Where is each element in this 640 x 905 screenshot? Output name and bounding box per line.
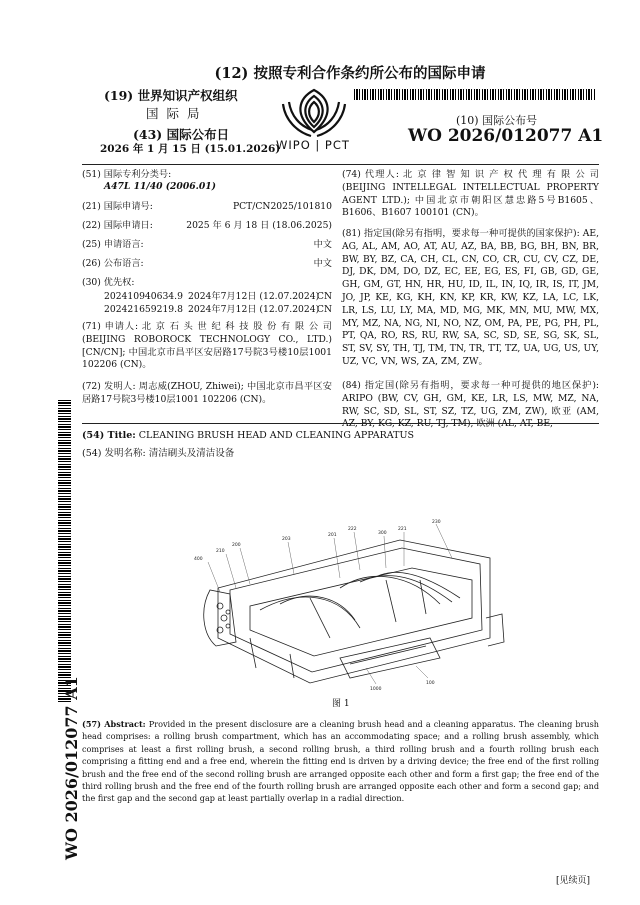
field-26-label: (26) 公布语言:: [82, 258, 144, 269]
priority-1-country: CN: [316, 291, 332, 302]
biblio-divider: [82, 423, 599, 424]
title-english-label: (54) Title:: [82, 430, 136, 441]
field-22-label: (22) 国际申请日:: [82, 220, 153, 231]
figure-ref-8: 221: [398, 527, 407, 532]
field-25-label: (25) 申请语言:: [82, 239, 144, 250]
title-chinese-label: (54) 发明名称:: [82, 448, 146, 459]
field-30-label: (30) 优先权:: [82, 277, 135, 288]
bureau-name: 国 际 局: [146, 106, 202, 121]
title-chinese: 清洁刷头及清洁设备: [148, 448, 235, 459]
figure-ref-2: 210: [216, 549, 225, 554]
organization-name: (19) 世界知识产权组织: [104, 88, 238, 103]
field-21-label: (21) 国际申请号:: [82, 201, 153, 212]
abstract-paragraph: [82, 718, 599, 805]
figure-ref-3: 200: [232, 543, 241, 548]
title-chinese-row: [82, 448, 599, 461]
field-51-label: (51) 国际专利分类号:: [82, 169, 172, 180]
header-divider: [82, 164, 599, 165]
wipo-logo-text: WIPO | PCT: [276, 138, 350, 152]
title-english-row: [82, 430, 599, 443]
side-barcode-image: [58, 400, 71, 703]
brush-head-figure: [190, 518, 510, 693]
priority-2-country: CN: [316, 304, 332, 315]
field-72-inventor: (72) 发明人: 周志威(ZHOU, Zhiwei); 中国北京市昌平区安居路17号院3号楼10层1001 102206 (CN)。: [82, 381, 332, 405]
figure-ref-7: 300: [378, 531, 387, 536]
field-51-value: A47L 11/40 (2006.01): [104, 181, 216, 192]
figure-ref-11: 1000: [370, 687, 382, 692]
figure-ref-10: 100: [426, 681, 435, 686]
publication-number: WO 2026/012077 A1: [408, 126, 604, 146]
field-84-regional-states: (84) 指定国(除另有指明，要求每一种可提供的地区保护): ARIPO (BW, CV, GH, GM, KE, LR, LS, MW, MZ, NA, RW, SC, SD, SL, ST, SZ, TZ, UG, ZM, ZW), 欧亚 (AM, AZ, BY, KG, KZ, RU, TJ, TM), 欧洲 (AL, AT, BE,: [342, 380, 599, 430]
figure-caption: 图 1: [332, 699, 350, 709]
publication-date: 2026 年 1 月 15 日 (15.01.2026): [100, 143, 281, 155]
abstract-text: Provided in the present disclosure are a cleaning brush head and a cleaning apparatus. The cleaning brush head comprises: a rolling brush compartment, which has an accommodating space; and a rolling brush assembly, which comprises at least a first rolling brush, a second rolling brush, a third rolling brush and a fourth rolling brush each comprising a fitting end and a free end, wherein the fitting end is driven by a driving device; the free end of the first rolling brush and the free end of the second rolling brush are arranged opposite each other and form a first gap; the free end of the third rolling brush and the free end of the fourth rolling brush are arranged opposite each other and form a second gap; and the first gap and the second gap at least partially overlap in a radial direction.: [82, 719, 599, 804]
field-21-value: PCT/CN2025/101810: [232, 201, 332, 212]
publication-date-label: (43) 国际公布日: [133, 127, 230, 142]
publication-number-label: (10) 国际公布号: [456, 114, 538, 127]
side-publication-number: WO 2026/012077 A1: [62, 676, 81, 860]
barcode-image: [354, 89, 596, 100]
field-26-value: 中文: [313, 258, 332, 269]
priority-1-number: 202410940634.9: [104, 291, 183, 302]
title-english: CLEANING BRUSH HEAD AND CLEANING APPARATUS: [138, 430, 414, 441]
abstract-label: (57) Abstract:: [82, 719, 146, 729]
field-81-designated-states: (81) 指定国(除另有指明，要求每一种可提供的国家保护): AE, AG, AL, AM, AO, AT, AU, AZ, BA, BB, BG, BH, BN, BR, BW, BY, BZ, CA, CH, CL, CN, CO, CR, CU, CV, CZ, DE, DJ, DK, DM, DO, DZ, EC, EE, EG, ES, FI, GB, GD, GE, GH, GM, GT, HN, HR, HU, ID, IL, IN, IQ, IR, IS, IT, JM, JO, JP, KE, KG, KH, KN, KP, KR, KW, KZ, LA, LC, LK, LR, LS, LU, LY, MA, MD, MG, MK, MN, MU, MW, MX, MY, MZ, NA, NG, NI, NO, NZ, OM, PA, PE, PG, PH, PL, PT, QA, RO, RS, RU, RW, SA, SC, SD, SE, SG, SK, SL, ST, SV, SY, TH, TJ, TM, TN, TR, TT, TZ, UA, UG, US, UY, UZ, VC, VN, WS, ZA, ZM, ZW。: [342, 228, 599, 367]
field-22-value: 2025 年 6 月 18 日 (18.06.2025): [186, 220, 332, 231]
priority-2-date: 2024年7月12日 (12.07.2024): [188, 304, 320, 315]
field-74-agent: (74) 代理人: 北 京 律 智 知 识 产 权 代 理 有 限 公 司 (BEIJING INTELLEGAL INTELLECTUAL PROPERTY AGENT LTD.); 中国北京市朝阳区慧忠路5号B1605、B1606、B1607 100101 (CN)。: [342, 169, 599, 219]
figure-ref-1: 400: [194, 557, 203, 562]
figure-ref-5: 201: [328, 533, 337, 538]
document-type-title: (12) 按照专利合作条约所公布的国际申请: [214, 65, 486, 82]
figure-ref-9: 230: [432, 520, 441, 525]
field-25-value: 中文: [313, 239, 332, 250]
priority-1-date: 2024年7月12日 (12.07.2024): [188, 291, 320, 302]
figure-ref-4: 203: [282, 537, 291, 542]
priority-2-number: 202421659219.8: [104, 304, 183, 315]
continued-note: [见续页]: [556, 876, 591, 886]
wipo-logo-icon: [275, 84, 353, 164]
field-71-applicant: (71) 申请人: 北 京 石 头 世 纪 科 技 股 份 有 限 公 司 (BEIJING ROBOROCK TECHNOLOGY CO., LTD.) [CN/CN]; 中国北京市昌平区安居路17号院3号楼10层1001 102206 (CN)。: [82, 321, 332, 371]
figure-ref-6: 222: [348, 527, 357, 532]
